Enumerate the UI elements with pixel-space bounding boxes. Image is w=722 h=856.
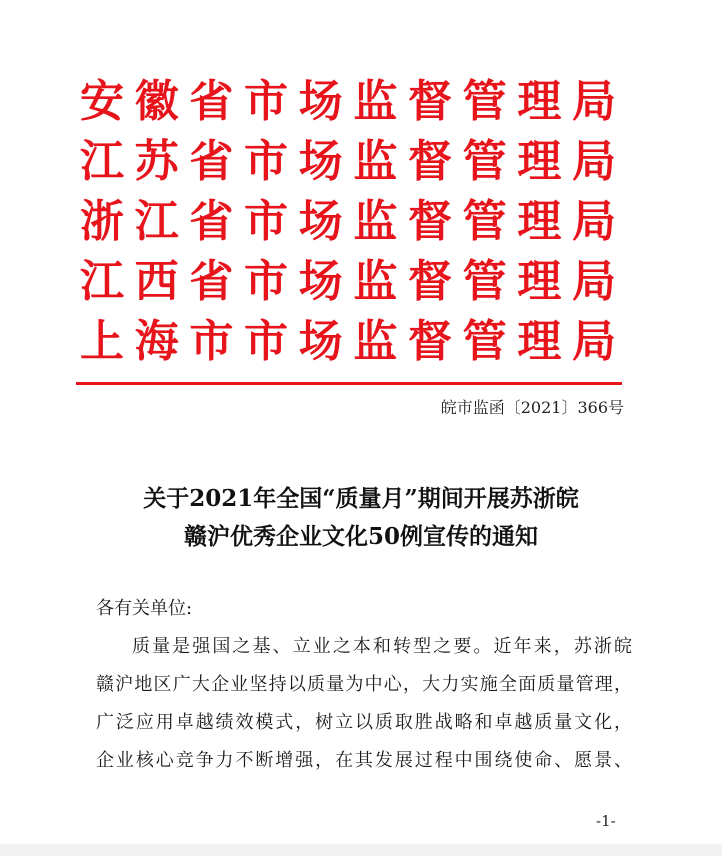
body-line-3: 广泛应用卓越绩效模式，树立以质取胜战略和卓越质量文化， bbox=[96, 712, 632, 733]
document-number: 皖市监函〔2021〕366号 bbox=[440, 398, 624, 417]
letterhead-divider bbox=[76, 382, 622, 385]
letterhead-issuers bbox=[80, 72, 620, 372]
body-line-1: 质量是强国之基、立业之本和转型之要。近年来，苏浙皖 bbox=[132, 636, 632, 657]
body-line-2: 赣沪地区广大企业坚持以质量为中心，大力实施全面质量管理， bbox=[96, 674, 632, 695]
issuer-zhejiang: 浙江省市场监督管理局 bbox=[80, 196, 616, 247]
page-number: -1- bbox=[596, 812, 616, 830]
page-bottom-edge bbox=[0, 844, 722, 856]
body-line-4: 企业核心竞争力不断增强，在其发展过程中围绕使命、愿景、 bbox=[96, 750, 632, 771]
salutation: 各有关单位: bbox=[96, 598, 193, 619]
issuer-anhui: 安徽省市场监督管理局 bbox=[80, 76, 616, 127]
issuer-jiangxi: 江西省市场监督管理局 bbox=[80, 256, 616, 307]
issuer-shanghai: 上海市市场监督管理局 bbox=[80, 316, 616, 367]
issuer-jiangsu: 江苏省市场监督管理局 bbox=[80, 136, 616, 187]
document-title-line-1: 关于2021年全国“质量月”期间开展苏浙皖 bbox=[143, 485, 579, 512]
document-title-line-2: 赣沪优秀企业文化50例宣传的通知 bbox=[183, 523, 538, 550]
